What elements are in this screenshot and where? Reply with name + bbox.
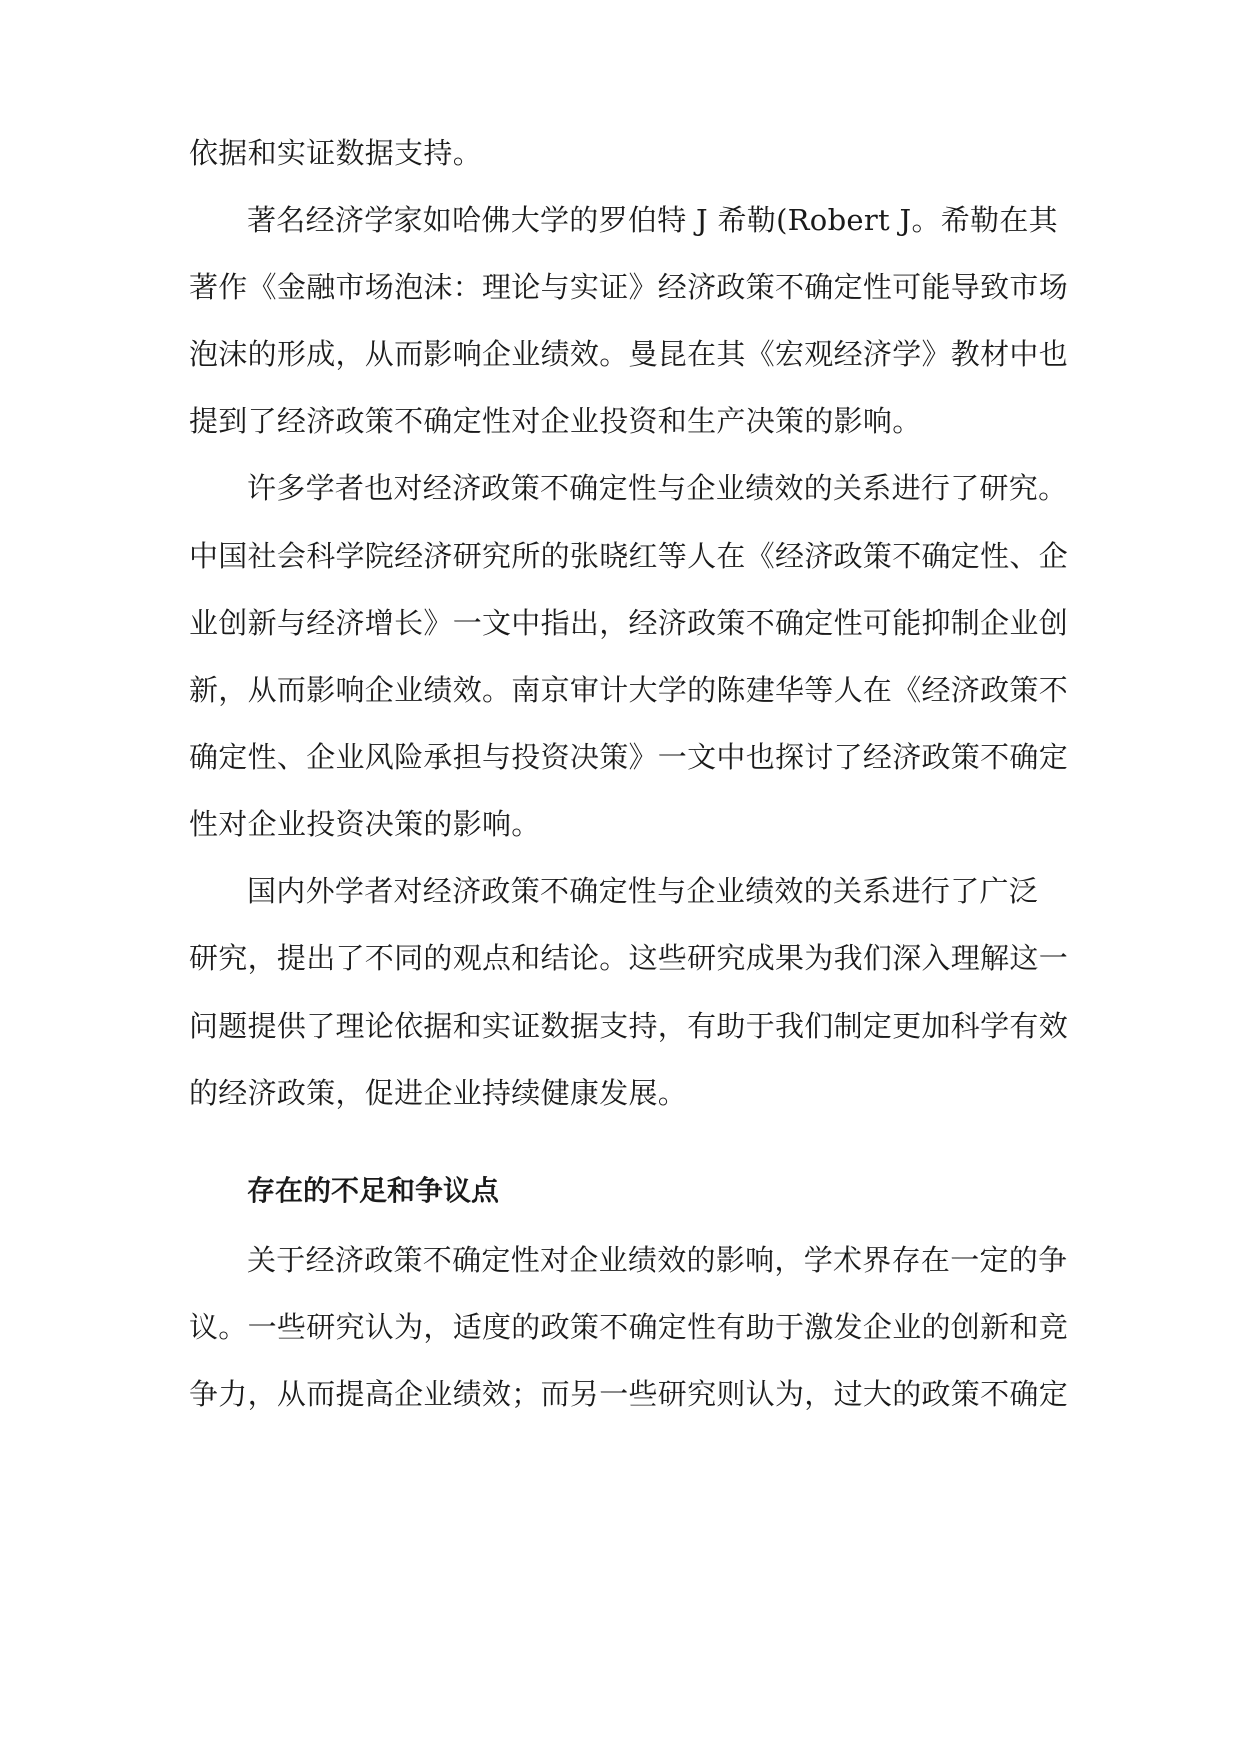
paragraph-line: 著作《金融市场泡沫：理论与实证》经济政策不确定性可能导致市场 <box>189 270 1069 304</box>
paragraph-line: 国内外学者对经济政策不确定性与企业绩效的关系进行了广泛 <box>247 874 1039 908</box>
paragraph-line: 性对企业投资决策的影响。 <box>189 807 541 841</box>
paragraph-line: 确定性、企业风险承担与投资决策》一文中也探讨了经济政策不确定 <box>189 740 1069 774</box>
paragraph-line: 的经济政策，促进企业持续健康发展。 <box>189 1076 688 1110</box>
paragraph-line: 关于经济政策不确定性对企业绩效的影响，学术界存在一定的争 <box>247 1243 1068 1277</box>
paragraph-line: 研究，提出了不同的观点和结论。这些研究成果为我们深入理解这一 <box>189 941 1069 975</box>
paragraph-line: 议。一些研究认为，适度的政策不确定性有助于激发企业的创新和竞 <box>189 1310 1069 1344</box>
paragraph-line: 著名经济学家如哈佛大学的罗伯特 J 希勒(Robert J。希勒在其 <box>247 203 1058 237</box>
paragraph-line: 泡沫的形成，从而影响企业绩效。曼昆在其《宏观经济学》教材中也 <box>189 337 1069 371</box>
section-heading: 存在的不足和争议点 <box>247 1174 500 1207</box>
paragraph-line: 问题提供了理论依据和实证数据支持，有助于我们制定更加科学有效 <box>189 1009 1069 1043</box>
paragraph-line: 提到了经济政策不确定性对企业投资和生产决策的影响。 <box>189 404 922 438</box>
paragraph-line: 新，从而影响企业绩效。南京审计大学的陈建华等人在《经济政策不 <box>189 673 1069 707</box>
paragraph-line: 中国社会科学院经济研究所的张晓红等人在《经济政策不确定性、企 <box>189 539 1069 573</box>
paragraph-line: 依据和实证数据支持。 <box>189 136 483 170</box>
paragraph-line: 业创新与经济增长》一文中指出，经济政策不确定性可能抑制企业创 <box>189 606 1069 640</box>
paragraph-line: 争力，从而提高企业绩效；而另一些研究则认为，过大的政策不确定 <box>189 1377 1069 1411</box>
paragraph-line: 许多学者也对经济政策不确定性与企业绩效的关系进行了研究。 <box>247 471 1068 505</box>
